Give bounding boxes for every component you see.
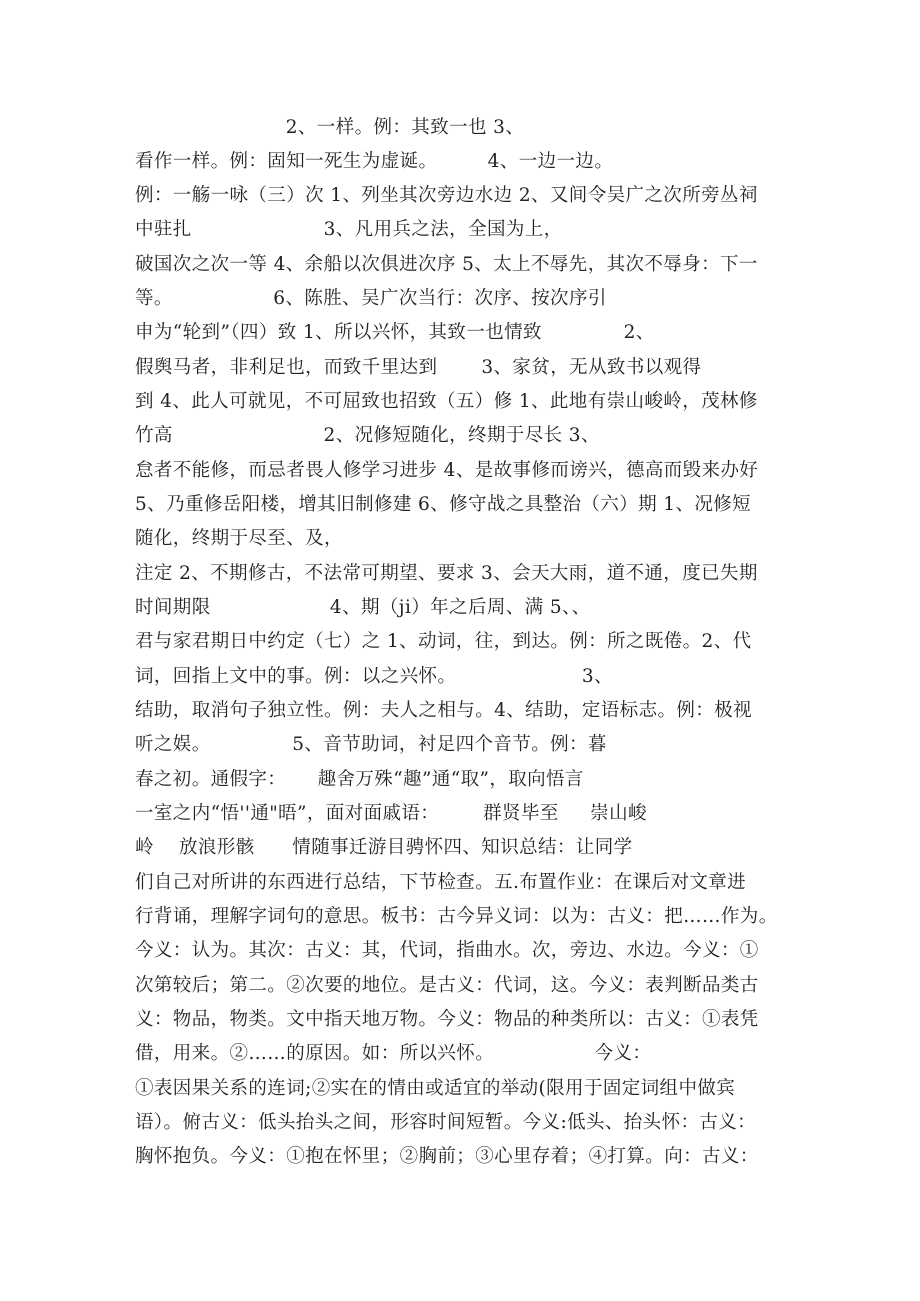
text-line: 语）。俯古义：低头抬头之间，形容时间短暂。今义:低头、抬头怀：古义： xyxy=(135,1112,757,1133)
text-line: 岭 放浪形骸 情随事迁游目骋怀四、知识总结：让同学 xyxy=(135,837,633,858)
text-line: 时间期限 4、期（ji）年之后周、满 5、、 xyxy=(135,597,591,618)
text-line: 结助，取消句子独立性。例：夫人之相与。4、结助，定语标志。例：极视 xyxy=(135,700,752,721)
text-line: 义：物品，物类。文中指天地万物。今义：物品的种类所以：古义：①表凭 xyxy=(135,1009,759,1030)
text-line: 借，用来。②……的原因。如：所以兴怀。 今义： xyxy=(135,1043,652,1064)
text-line: 看作一样。例：固知一死生为虚诞。 4、一边一边。 xyxy=(135,151,614,172)
text-line: 等。 6、陈胜、吴广次当行：次序、按次序引 xyxy=(135,288,607,309)
text-line: 假舆马者，非利足也，而致千里达到 3、家贫，无从致书以观得 xyxy=(135,357,702,378)
text-line: 例：一觞一咏（三）次 1、列坐其次旁边水边 2、又间令吴广之次所旁丛祠 xyxy=(135,185,758,206)
text-line: 5、乃重修岳阳楼，增其旧制修建 6、修守战之具整治（六）期 1、况修短 xyxy=(135,494,752,515)
text-line: 行背诵，理解字词句的意思。板书：古今异义词：以为：古义：把……作为。 xyxy=(135,906,778,927)
text-line: 君与家君期日中约定（七）之 1、动词，往，到达。例：所之既倦。2、代 xyxy=(135,631,752,652)
text-line: 一室之内“悟''通"晤”，面对面戚语： 群贤毕至 崇山峻 xyxy=(135,803,647,824)
text-line: 申为“轮到”（四）致 1、所以兴怀，其致一也情致 2、 xyxy=(135,322,655,343)
text-line: 竹高 2、况修短随化，终期于尽长 3、 xyxy=(135,425,600,446)
text-line: 中驻扎 3、凡用兵之法，全国为上， xyxy=(135,219,563,240)
text-line: 随化，终期于尽至、及， xyxy=(135,528,343,549)
text-line: 到 4、此人可就见，不可屈致也招致（五）修 1、此地有崇山峻岭，茂林修 xyxy=(135,391,758,412)
text-line: 听之娱。 5、音节助词，衬足四个音节。例：暮 xyxy=(135,734,607,755)
text-line: 春之初。通假字： 趣舍万殊“趣”通“取”，取向悟言 xyxy=(135,769,584,790)
text-line: 2、一样。例：其致一也 3、 xyxy=(135,117,525,138)
text-line: 破国次之次一等 4、余船以次俱进次序 5、太上不辱先，其次不辱身：下一 xyxy=(135,254,758,275)
text-line: 次第较后；第二。②次要的地位。是古义：代词，这。今义：表判断品类古 xyxy=(135,975,759,996)
text-line: 注定 2、不期修古，不法常可期望、要求 3、会天大雨，道不通，度已失期 xyxy=(135,563,758,584)
text-line: ①表因果关系的连词;②实在的情由或适宜的举动(限用于固定词组中做宾 xyxy=(135,1078,736,1099)
text-line: 怠者不能修，而忌者畏人修学习进步 4、是故事修而谤兴，德高而毁来办好 xyxy=(135,460,759,481)
text-line: 词，回指上文中的事。例：以之兴怀。 3、 xyxy=(135,666,613,687)
text-line: 们自己对所讲的东西进行总结，下节检查。五.布置作业：在课后对文章进 xyxy=(135,872,747,893)
text-line: 今义：认为。其次：古义：其，代词，指曲水。次，旁边、水边。今义：① xyxy=(135,940,759,961)
text-line: 胸怀抱负。今义：①抱在怀里；②胸前；③心里存着；④打算。向：古义： xyxy=(135,1146,759,1167)
